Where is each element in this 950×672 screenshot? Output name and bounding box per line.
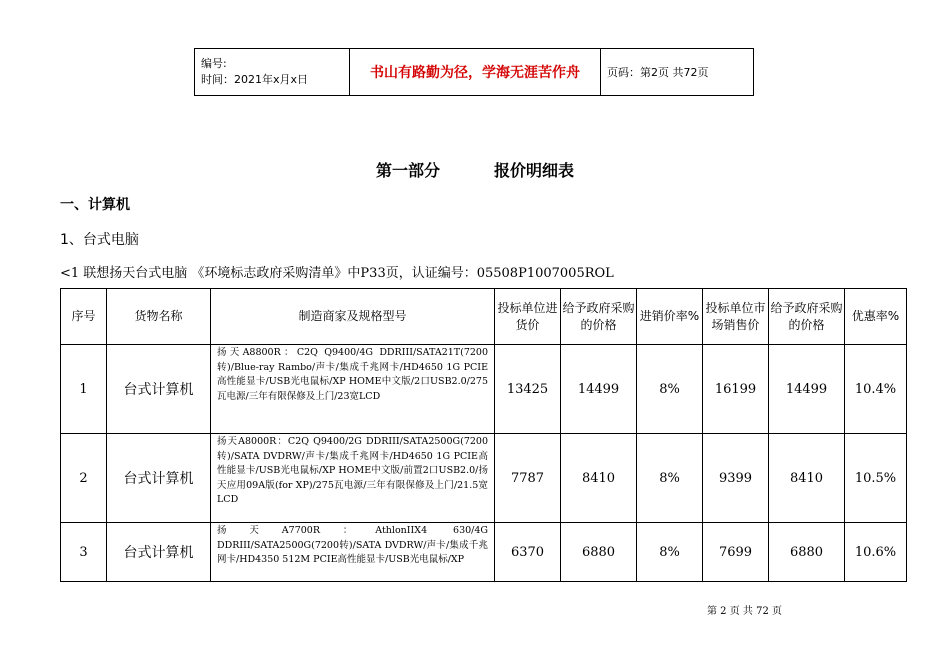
row-number: 2 <box>61 434 107 523</box>
product-name: 台式计算机 <box>107 434 211 523</box>
cost-price: 13425 <box>495 345 561 434</box>
product-name: 台式计算机 <box>107 523 211 582</box>
product-spec: 扬天A8000R：C2Q Q9400/2G DDRIII/SATA2500G(7200转)/SATA DVDRW/声卡/集成千兆网卡/HD4650 1G PCIE高性能显卡/USB光电鼠标/XP HOME中文版/前置2口USB2.0/扬天应用09A版(for XP)/275瓦电源/三年有限保修及上门/21.5宽LCD <box>211 434 495 523</box>
header-motto: 书山有路勤为径，学海无涯苦作舟 <box>350 49 601 96</box>
page-header <box>194 48 754 96</box>
gov-price: 6880 <box>561 523 637 582</box>
header-cell: 优惠率% <box>845 289 907 345</box>
markup-rate: 8% <box>637 523 703 582</box>
code-label: 编号: <box>201 57 227 70</box>
header-page-label: 页码：第2页 共72页 <box>601 49 754 96</box>
market-price: 16199 <box>703 345 769 434</box>
quote-table <box>60 288 907 582</box>
product-name: 台式计算机 <box>107 345 211 434</box>
gov-price: 8410 <box>561 434 637 523</box>
header-cell: 给予政府采购的价格 <box>561 289 637 345</box>
gov-price-2: 14499 <box>769 345 845 434</box>
markup-rate: 8% <box>637 434 703 523</box>
header-cell: 制造商家及规格型号 <box>211 289 495 345</box>
row-number: 1 <box>61 345 107 434</box>
title-name: 报价明细表 <box>494 161 575 180</box>
product-spec: 扬天A8800R：C2Q Q9400/4G DDRIII/SATA21T(7200转)/Blue-ray Rambo/声卡/集成千兆网卡/HD4650 1G PCIE高性能显卡/USB光电鼠标/XP HOME中文版/2口USB2.0/275瓦电源/三年有限保修及上门/23宽LCD <box>211 345 495 434</box>
table-row <box>61 434 907 523</box>
header-cell: 给予政府采购的价格 <box>769 289 845 345</box>
table-row <box>61 345 907 434</box>
title-part: 第一部分 <box>375 161 440 180</box>
header-info-cell <box>195 49 350 96</box>
product-note: <1 联想扬天台式电脑 《环境标志政府采购清单》中P33页，认证编号：05508P1007005ROL <box>60 266 614 281</box>
row-number: 3 <box>61 523 107 582</box>
page-footer: 第 2 页 共 72 页 <box>707 606 782 617</box>
section-heading: 一、计算机 <box>60 197 130 213</box>
market-price: 9399 <box>703 434 769 523</box>
page-title <box>0 158 950 181</box>
market-price: 7699 <box>703 523 769 582</box>
gov-price: 14499 <box>561 345 637 434</box>
header-cell: 投标单位市场销售价 <box>703 289 769 345</box>
gov-price-2: 6880 <box>769 523 845 582</box>
header-cell: 投标单位进货价 <box>495 289 561 345</box>
header-cell: 序号 <box>61 289 107 345</box>
discount-rate: 10.4% <box>845 345 907 434</box>
header-cell: 货物名称 <box>107 289 211 345</box>
gov-price-2: 8410 <box>769 434 845 523</box>
product-spec: 扬天A7700R：AthlonIIX4 630/4G DDRIII/SATA2500G(7200转)/SATA DVDRW/声卡/集成千兆网卡/HD4350 512M PCIE高性能显卡/USB光电鼠标/XP <box>211 523 495 582</box>
cost-price: 6370 <box>495 523 561 582</box>
discount-rate: 10.5% <box>845 434 907 523</box>
header-cell: 进销价率% <box>637 289 703 345</box>
time-label: 时间：2021年x月x日 <box>201 73 309 86</box>
table-header-row <box>61 289 907 345</box>
markup-rate: 8% <box>637 345 703 434</box>
table-row <box>61 523 907 582</box>
subsection-heading: 1、台式电脑 <box>60 232 139 248</box>
discount-rate: 10.6% <box>845 523 907 582</box>
cost-price: 7787 <box>495 434 561 523</box>
